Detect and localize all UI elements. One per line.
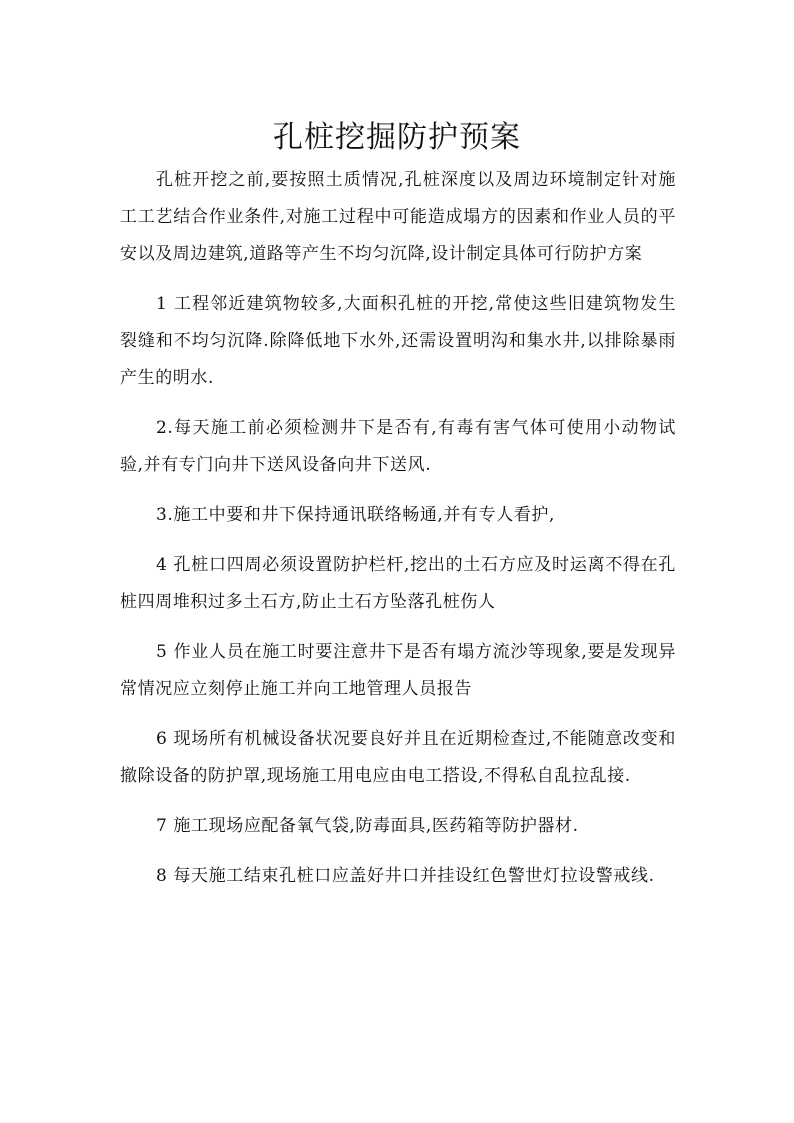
paragraph-intro: 孔桩开挖之前,要按照土质情况,孔桩深度以及周边环境制定针对施工工艺结合作业条件,对施工过程中可能造成塌方的因素和作业人员的平安以及周边建筑,道路等产生不均匀沉降,设计制定具体可行防护方案 — [120, 170, 676, 264]
paragraph-item-6: 6 现场所有机械设备状况要良好并且在近期检查过,不能随意改变和撤除设备的防护罩,现场施工用电应由电工搭设,不得私自乱拉乱接. — [120, 729, 676, 786]
paragraph-item-7: 7 施工现场应配备氧气袋,防毒面具,医药箱等防护器材. — [156, 816, 579, 836]
paragraph-item-5: 5 作业人员在施工时要注意井下是否有塌方流沙等现象,要是发现异常情况应立刻停止施工并向工地管理人员报告 — [120, 642, 676, 699]
paragraph-item-4: 4 孔桩口四周必须设置防护栏杆,挖出的土石方应及时运离不得在孔桩四周堆积过多土石方,防止土石方坠落孔桩伤人 — [120, 555, 676, 612]
paragraph-item-2: 2.每天施工前必须检测井下是否有,有毒有害气体可使用小动物试验,并有专门向井下送风设备向井下送风. — [120, 418, 676, 475]
paragraph-item-8: 8 每天施工结束孔桩口应盖好井口并挂设红色警世灯拉设警戒线. — [156, 866, 655, 886]
document-body — [120, 162, 676, 908]
page-title: 孔桩挖掘防护预案 — [273, 120, 521, 155]
paragraph-item-1: 1 工程邻近建筑物较多,大面积孔桩的开挖,常使这些旧建筑物发生裂缝和不均匀沉降.除降低地下水外,还需设置明沟和集水井,以排除暴雨产生的明水. — [120, 294, 676, 388]
paragraph-item-3: 3.施工中要和井下保持通讯联络畅通,并有专人看护, — [156, 505, 556, 525]
